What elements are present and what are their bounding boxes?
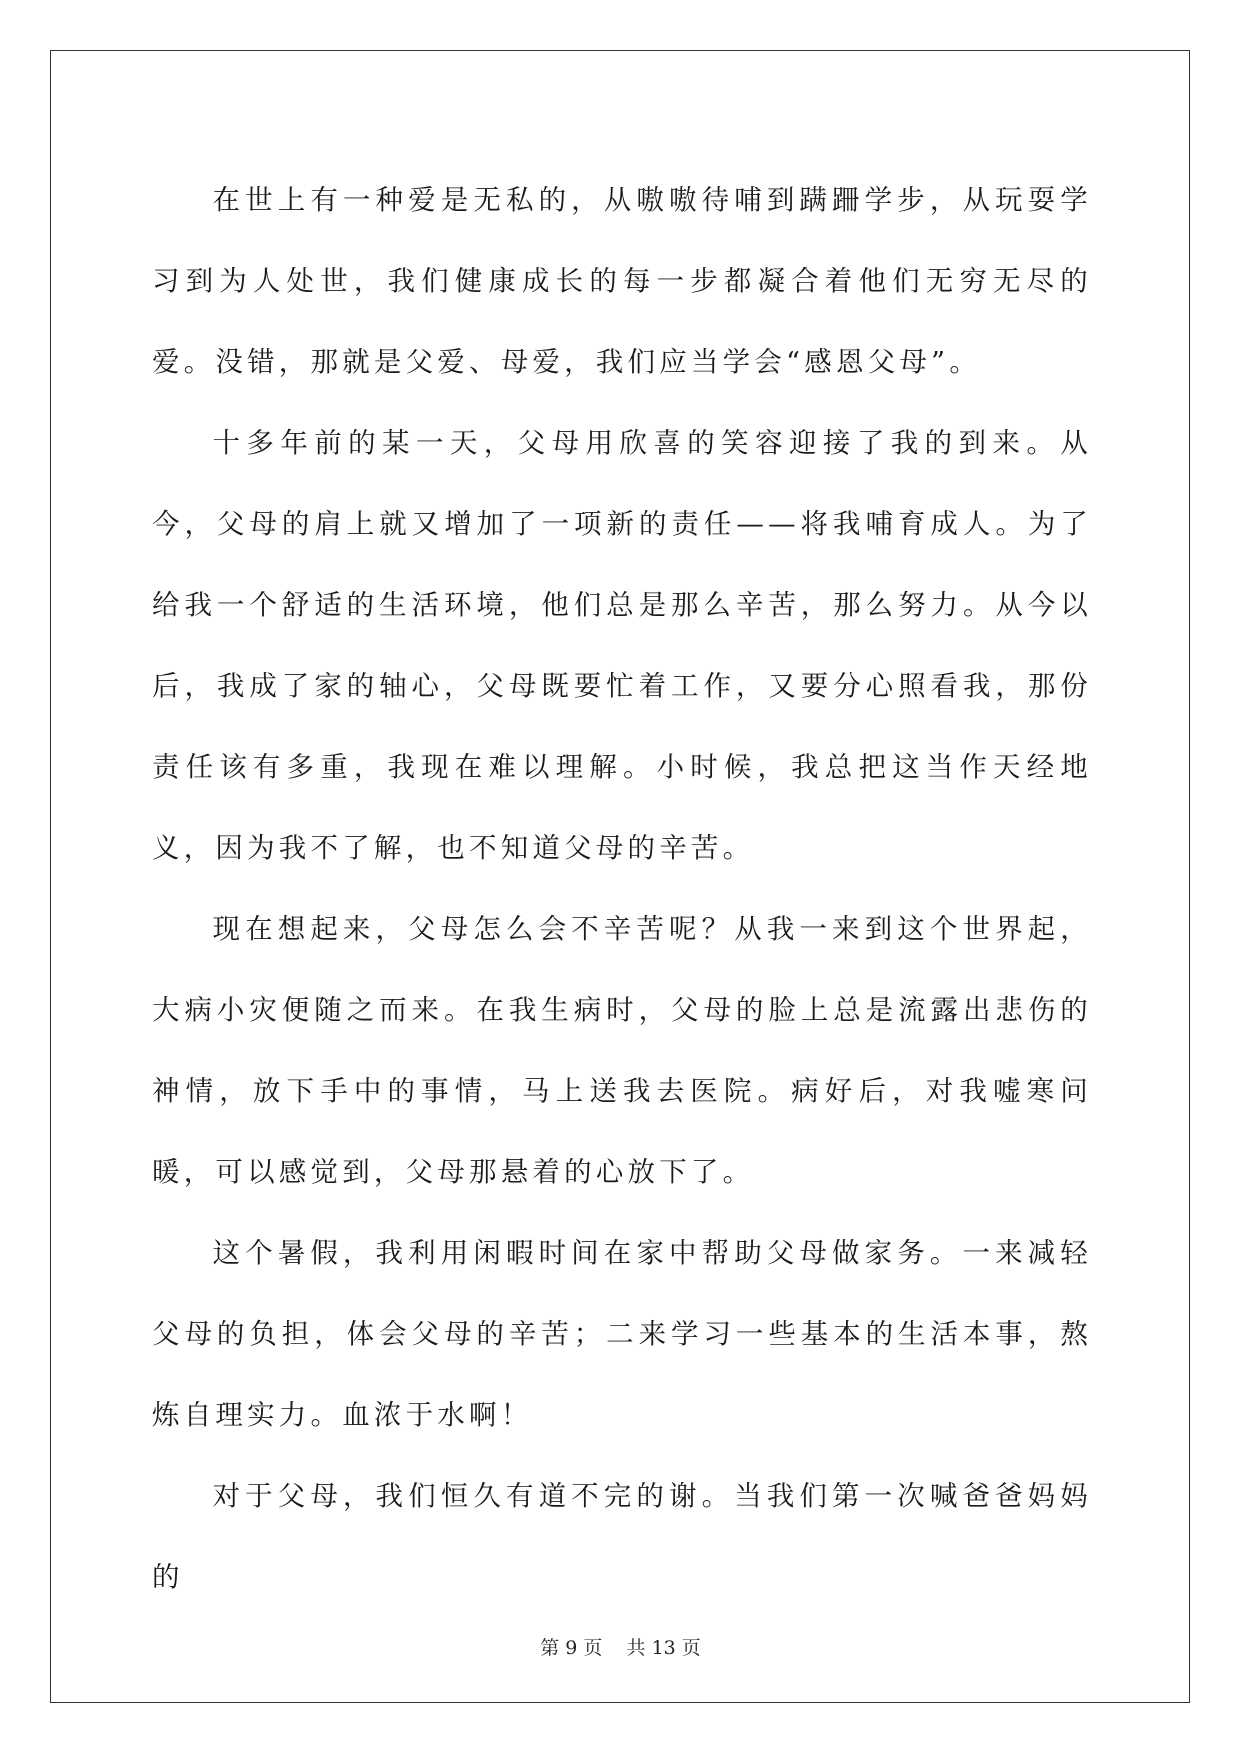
page-footer [0,1633,1241,1660]
paragraph-4: 这个暑假，我利用闲暇时间在家中帮助父母做家务。一来减轻父母的负担，体会父母的辛苦；二来学习一些基本的生活本事，熬炼自理实力。血浓于水啊！ [152,1237,1092,1431]
paragraph-3: 现在想起来，父母怎么会不辛苦呢？从我一来到这个世界起，大病小灾便随之而来。在我生病时，父母的脸上总是流露出悲伤的神情，放下手中的事情，马上送我去医院。病好后，对我嘘寒问暖，可以感觉到，父母那悬着的心放下了。 [152,913,1092,1188]
page-total: 共 13 页 [626,1637,701,1659]
document-body [152,160,1092,1618]
paragraph-1: 在世上有一种爱是无私的，从嗷嗷待哺到蹒跚学步，从玩耍学习到为人处世，我们健康成长的每一步都凝合着他们无穷无尽的爱。没错，那就是父爱、母爱，我们应当学会“感恩父母”。 [152,184,1092,378]
paragraph-2: 十多年前的某一天，父母用欣喜的笑容迎接了我的到来。从今，父母的肩上就又增加了一项新的责任——将我哺育成人。为了给我一个舒适的生活环境，他们总是那么辛苦，那么努力。从今以后，我成了家的轴心，父母既要忙着工作，又要分心照看我，那份责任该有多重，我现在难以理解。小时候，我总把这当作天经地义，因为我不了解，也不知道父母的辛苦。 [152,427,1092,864]
page-number: 第 9 页 [540,1637,603,1659]
paragraph-5: 对于父母，我们恒久有道不完的谢。当我们第一次喊爸爸妈妈的 [152,1480,1092,1593]
